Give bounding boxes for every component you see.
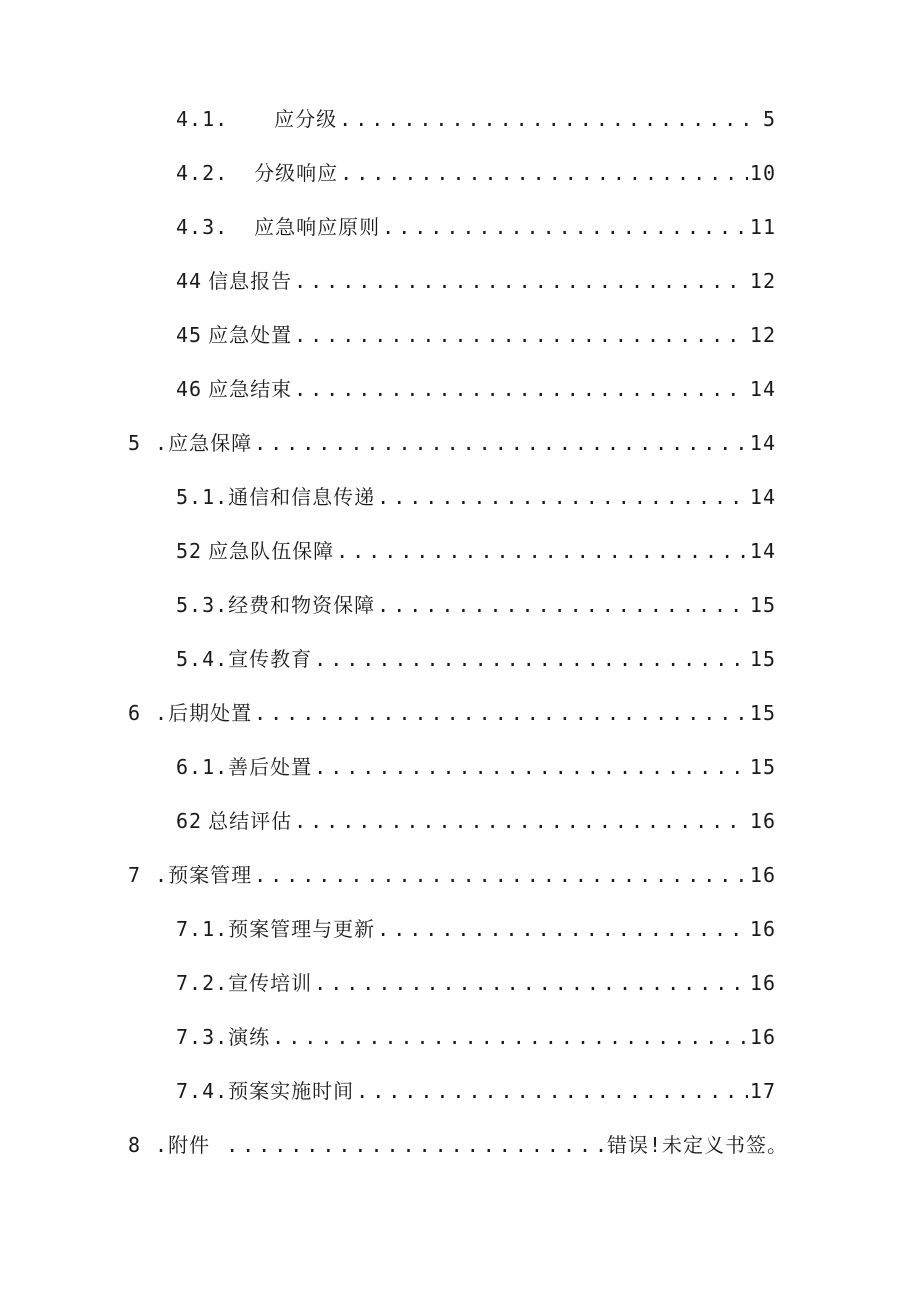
toc-entry-page: 17 [749,1079,776,1103]
toc-entry-title: 预案实施时间 [228,1079,355,1103]
toc-entry-page: 10 [749,161,776,185]
toc-entry[interactable] [176,912,776,942]
toc-entry-number: 7.3. [176,1025,229,1049]
toc-entry-number: 7 [128,863,142,887]
toc-entry[interactable] [176,1074,776,1104]
toc-entry[interactable] [176,372,776,402]
toc-entry[interactable] [176,264,776,294]
toc-entry-number: 45 [176,323,203,347]
toc-entry[interactable] [176,318,776,348]
toc-entry-title: 善后处置 [228,755,313,779]
toc-entry[interactable] [128,858,776,888]
toc-leader-dots [254,862,748,888]
toc-entry-title: 经费和物资保障 [228,593,376,617]
toc-entry-title: 演练 [228,1025,271,1049]
toc-entry-page: 16 [749,1025,776,1049]
toc-leader-dots [254,430,748,456]
toc-entry-page-error: 错误!未定义书签。 [606,1133,788,1157]
toc-entry[interactable] [176,534,776,564]
toc-entry-page: 14 [749,485,776,509]
toc-entry-number: 46 [176,377,203,401]
toc-entry-title: 信息报告 [208,269,293,293]
toc-leader-dots [377,592,748,618]
toc-entry-number: 62 [176,809,203,833]
toc-entry-number: 44 [176,269,203,293]
toc-entry[interactable] [128,1128,788,1158]
toc-entry-title: 通信和信息传递 [228,485,376,509]
toc-entry-title: 宣传培训 [228,971,313,995]
toc-entry-title: 应急结束 [208,377,293,401]
toc-entry[interactable] [176,804,776,834]
toc-entry-page: 15 [749,755,776,779]
toc-entry[interactable] [176,750,776,780]
toc-entry-number: 6 [128,701,142,725]
toc-entry[interactable] [128,696,776,726]
toc-leader-dots [377,916,748,942]
toc-entry-page: 16 [749,809,776,833]
toc-leader-dots [226,1132,605,1158]
toc-entry-number: 5 [128,431,142,455]
toc-entry[interactable] [176,966,776,996]
toc-entry-page: 5 [762,107,776,131]
toc-entry-page: 12 [749,269,776,293]
toc-entry-page: 16 [749,971,776,995]
toc-leader-dots [377,484,748,510]
toc-entry-page: 14 [749,539,776,563]
toc-entry-title: 应分级 [274,107,338,131]
toc-entry-number: 5.3. [176,593,229,617]
toc-entry-title: .后期处置 [155,701,253,725]
toc-leader-dots [314,970,748,996]
toc-leader-dots [314,754,748,780]
toc-leader-dots [294,322,748,348]
toc-leader-dots [339,106,761,132]
toc-leader-dots [336,538,748,564]
toc-leader-dots [254,700,748,726]
toc-entry-number: 4.1. [176,107,229,131]
toc-leader-dots [340,160,748,186]
toc-entry-page: 16 [749,917,776,941]
toc-entry-number: 7.4. [176,1079,229,1103]
toc-entry-number: 7.2. [176,971,229,995]
toc-entry-number: 4.2. [176,161,229,185]
toc-entry-title: 预案管理与更新 [228,917,376,941]
toc-entry-page: 14 [749,377,776,401]
toc-entry-page: 15 [749,593,776,617]
toc-entry[interactable] [176,588,776,618]
toc-entry-number: 52 [176,539,203,563]
toc-entry-title: 应急队伍保障 [208,539,335,563]
toc-entry-title: 宣传教育 [228,647,313,671]
toc-entry[interactable] [176,1020,776,1050]
toc-entry-page: 12 [749,323,776,347]
toc-entry-title: 总结评估 [208,809,293,833]
toc-entry-number: 6.1. [176,755,229,779]
toc-entry-title: .附件 [155,1133,211,1157]
toc-entry-title: 应急处置 [208,323,293,347]
toc-entry-title: 分级响应 [254,161,339,185]
toc-leader-dots [294,376,748,402]
toc-entry[interactable] [176,156,776,186]
toc-entry-number: 5.1. [176,485,229,509]
toc-entry-page: 14 [749,431,776,455]
toc-entry[interactable] [176,102,776,132]
toc-leader-dots [294,268,748,294]
toc-entry[interactable] [176,210,776,240]
toc-entry-page: 11 [749,215,776,239]
toc-entry[interactable] [176,480,776,510]
toc-leader-dots [294,808,748,834]
toc-leader-dots [314,646,748,672]
toc-entry-title: 应急响应原则 [254,215,381,239]
toc-entry[interactable] [176,642,776,672]
toc-entry-page: 16 [749,863,776,887]
toc-entry-page: 15 [749,701,776,725]
toc-leader-dots [356,1078,748,1104]
toc-leader-dots [272,1024,748,1050]
toc-entry-number: 7.1. [176,917,229,941]
toc-entry-number: 5.4. [176,647,229,671]
toc-leader-dots [382,214,748,240]
toc-entry-number: 4.3. [176,215,229,239]
toc-entry[interactable] [128,426,776,456]
toc-entry-title: .应急保障 [155,431,253,455]
toc-entry-number: 8 [128,1133,142,1157]
toc-entry-page: 15 [749,647,776,671]
toc-entry-title: .预案管理 [155,863,253,887]
